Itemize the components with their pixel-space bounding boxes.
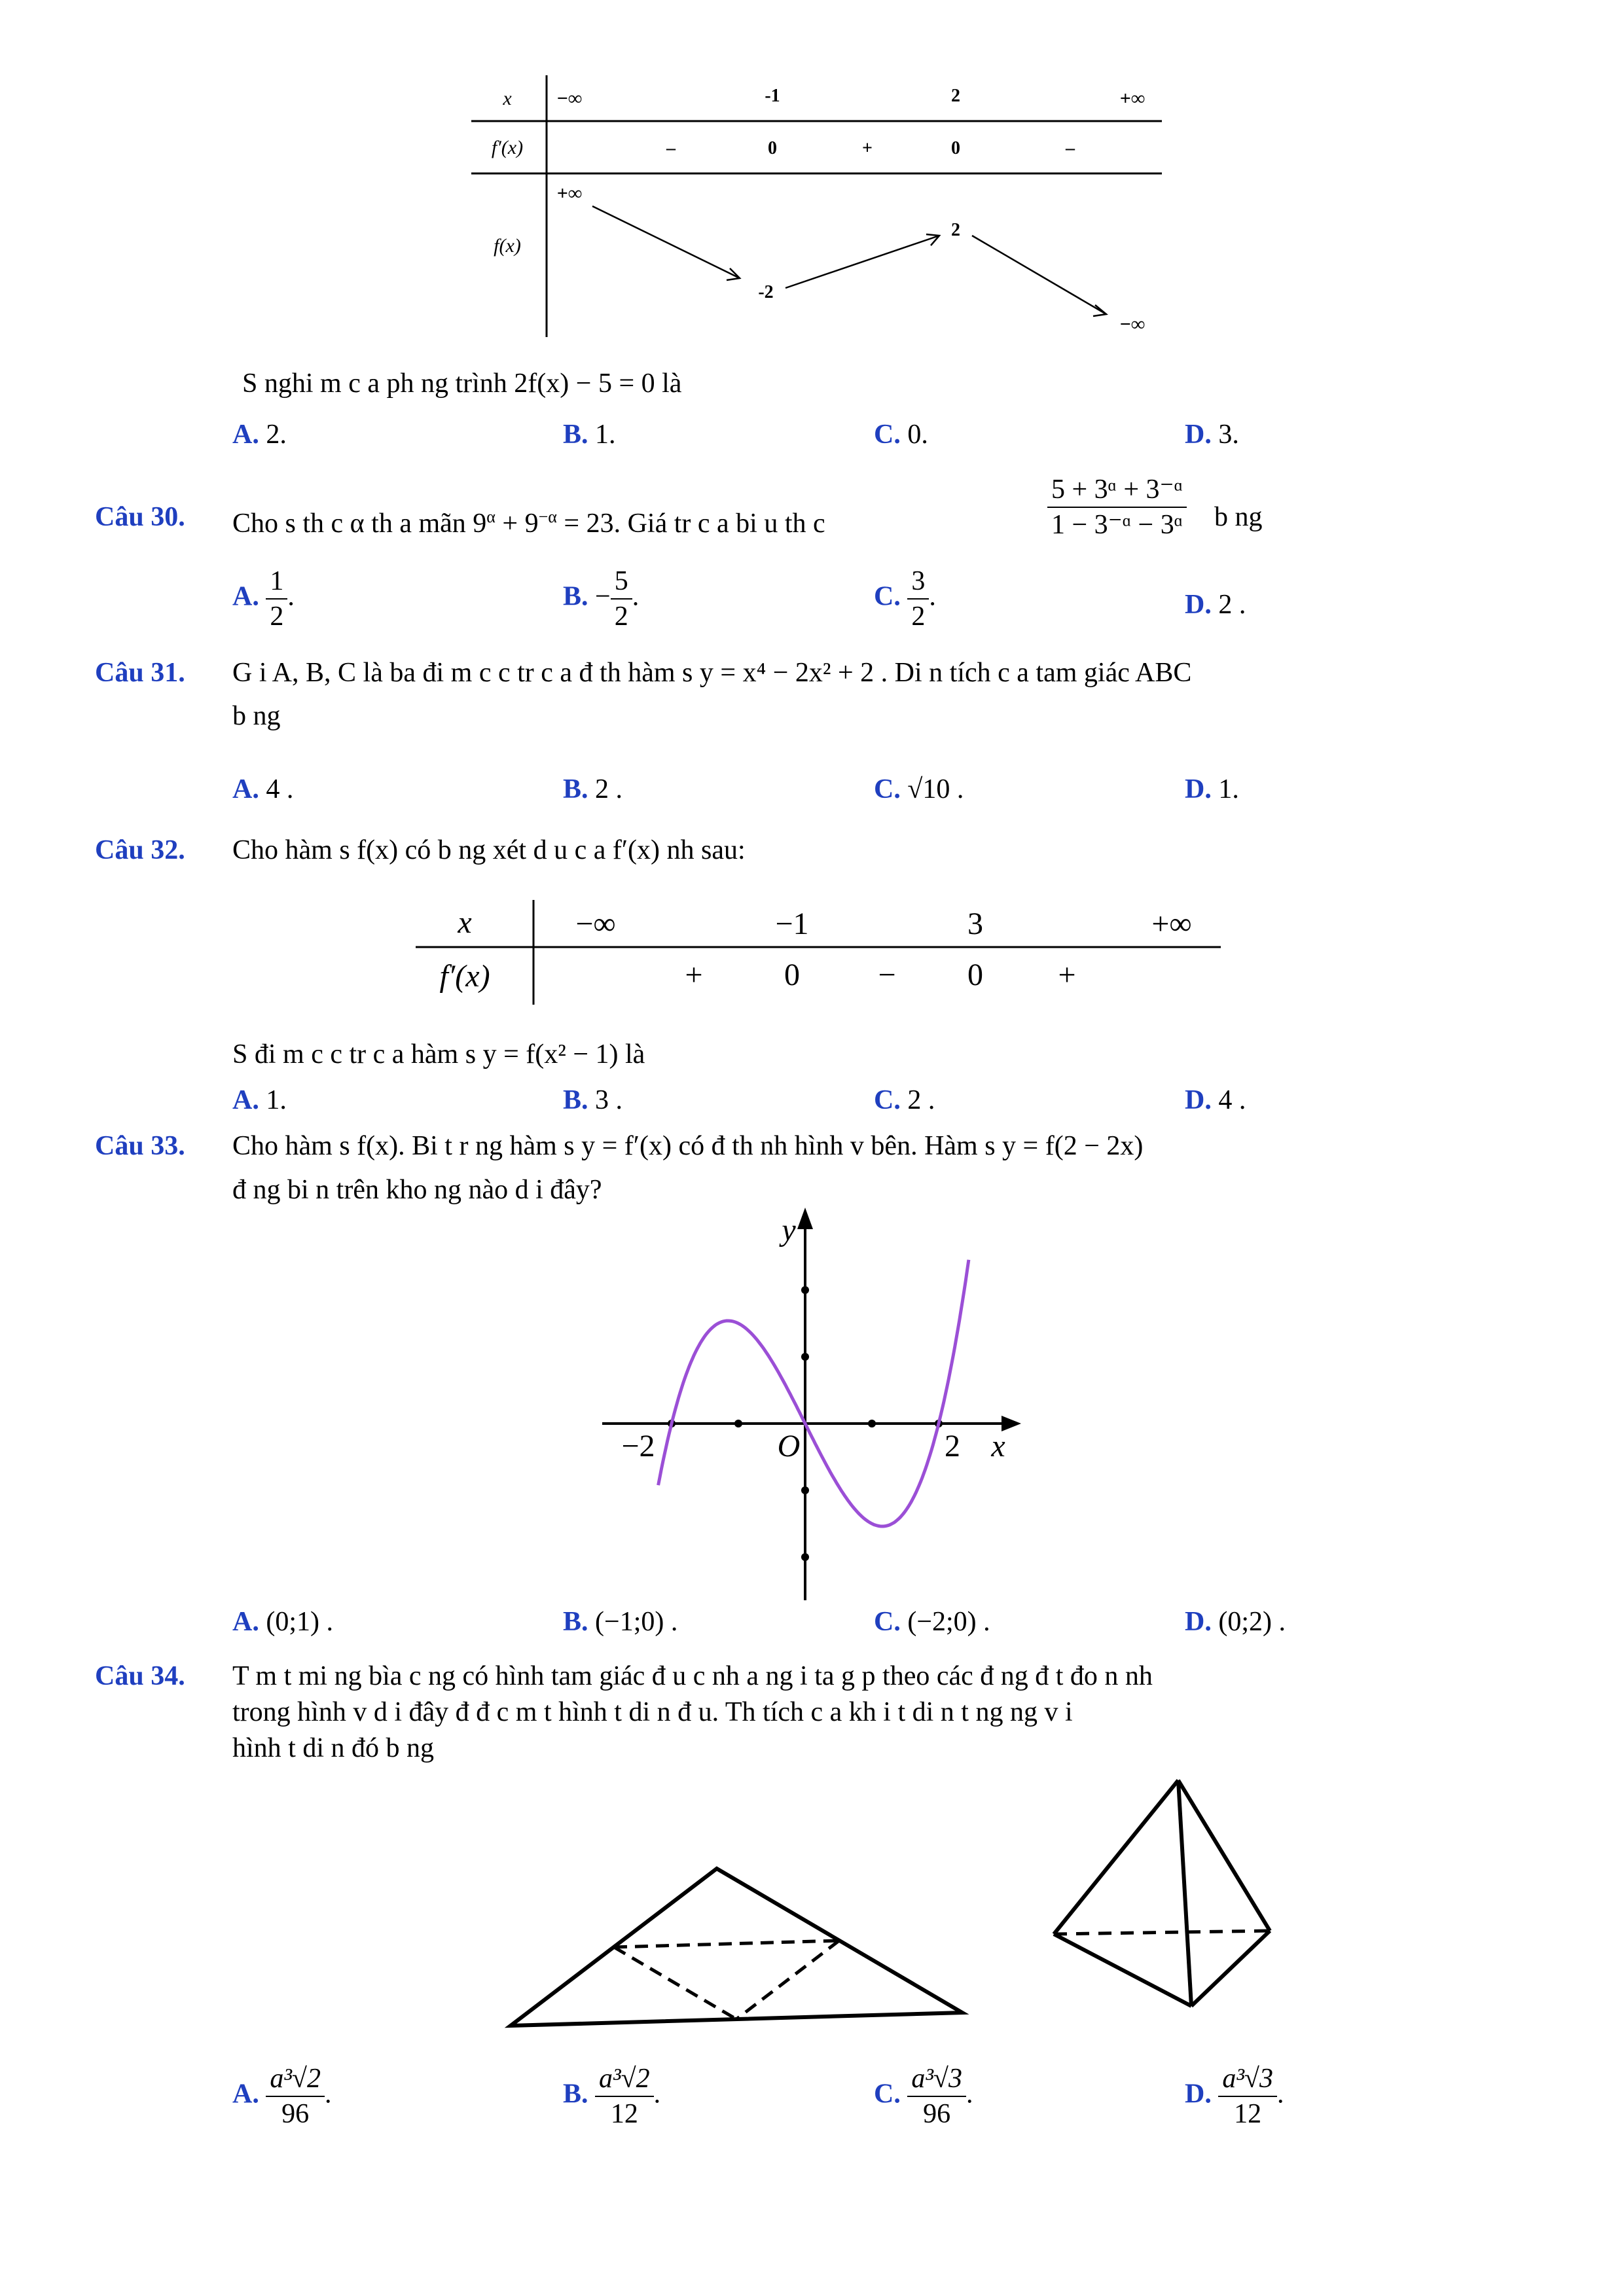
q29-option-d[interactable]: D. 3. (1185, 420, 1239, 450)
q34-option-c[interactable]: C. $\frac{\text{a³√3}}{96}$ . (874, 2062, 973, 2131)
q33-x-label: x (991, 1429, 1005, 1463)
q34-line3: hình t di n đó b ng (232, 1733, 435, 1763)
q33-option-d[interactable]: D. (0;2) . (1185, 1607, 1286, 1637)
q31-line2: b ng (232, 701, 281, 731)
q29-option-c[interactable]: C. 0. (874, 420, 928, 450)
q29-option-b[interactable]: B. 1. (563, 420, 616, 450)
q33-origin-label: O (777, 1429, 801, 1463)
q30-option-d[interactable]: D. 2 . (1185, 590, 1246, 620)
q32-option-a[interactable]: A. 1. (232, 1085, 287, 1115)
q32-option-d[interactable]: D. 4 . (1185, 1085, 1246, 1115)
q29-x-label: x (503, 88, 512, 109)
q32-fp-sign1: + (685, 958, 703, 992)
q32-fp-sign2: − (878, 958, 896, 992)
q34-number: Câu 34. (95, 1661, 185, 1691)
q30-option-b[interactable]: B. − $\frac{5}{2}$ . (563, 564, 639, 634)
q30-fraction: $\frac{\text{5 + 3ᵅ + 3⁻ᵅ}}{\text{1 − 3⁻ᵅ − 3ᵅ}}$ (1047, 473, 1187, 542)
q33-y-label: y (782, 1213, 796, 1247)
q32-fp-label: f′(x) (439, 959, 490, 994)
q29-x-minus1: -1 (765, 86, 780, 106)
q29-fp-sign3: – (1066, 138, 1075, 158)
q33-number: Câu 33. (95, 1131, 185, 1161)
q30-option-a[interactable]: A. $\frac{1}{2}$ . (232, 564, 295, 634)
q34-line1: T m t mi ng bìa c ng có hình tam giác đ u c nh a ng i ta g p theo các đ ng đ t đo n nh (232, 1661, 1153, 1691)
q31-option-b[interactable]: B. 2 . (563, 774, 623, 804)
q29-fp-zero1: 0 (768, 138, 777, 158)
q32-sign-table (412, 897, 1224, 1008)
q33-line2: đ ng bi n trên kho ng nào d i đây? (232, 1175, 602, 1205)
q29-x-neg-inf: −∞ (556, 88, 583, 109)
q32-x-label: x (458, 905, 472, 940)
q31-option-c[interactable]: C. √10 . (874, 774, 964, 804)
q32-option-b[interactable]: B. 3 . (563, 1085, 623, 1115)
q32-fp-sign3: + (1058, 958, 1076, 992)
q34-tetrahedron (1044, 1770, 1286, 2019)
q30-prompt-end: b ng (1214, 502, 1263, 532)
q33-line1: Cho hàm s f(x). Bi t r ng hàm s y = f′(x) có đ th nh hình v bên. Hàm s y = f(2 − 2x) (232, 1131, 1144, 1161)
q32-option-c[interactable]: C. 2 . (874, 1085, 935, 1115)
q33-derivative-graph (589, 1198, 1034, 1604)
q32-number: Câu 32. (95, 835, 185, 865)
q29-x-pos-inf: +∞ (1119, 88, 1146, 109)
q32-x-3: 3 (967, 906, 983, 941)
q34-option-d[interactable]: D. $\frac{\text{a³√3}}{12}$ . (1185, 2062, 1284, 2131)
q30-number: Câu 30. (95, 502, 185, 532)
q29-x-2: 2 (951, 86, 960, 106)
q33-option-c[interactable]: C. (−2;0) . (874, 1607, 990, 1637)
q29-f-neg-inf: −∞ (1119, 314, 1146, 335)
q29-f-minus2: -2 (758, 282, 774, 302)
q32-fp-zero1: 0 (784, 958, 800, 992)
q29-fp-zero2: 0 (951, 138, 960, 158)
q32-fp-zero2: 0 (967, 958, 983, 992)
q30-option-c[interactable]: C. $\frac{3}{2}$ . (874, 564, 936, 634)
q31-line1: G i A, B, C là ba đi m c c tr c a đ th hàm s y = x⁴ − 2x² + 2 . Di n tích c a tam giác ABC (232, 658, 1192, 688)
q34-option-a[interactable]: A. $\frac{\text{a³√2}}{96}$ . (232, 2062, 332, 2131)
q33-tick-2: 2 (945, 1429, 960, 1463)
q34-option-b[interactable]: B. $\frac{\text{a³√2}}{12}$ . (563, 2062, 660, 2131)
q33-curve (659, 1260, 969, 1526)
q30-prompt: Cho s th c α th a mãn $9^\alpha + 9^{-\alpha} = 23$. Giá tr c a bi u th c (232, 507, 825, 539)
q29-f-2: 2 (951, 220, 960, 240)
q29-f-pos-inf: +∞ (556, 183, 583, 204)
q32-x-minus1: −1 (775, 906, 809, 941)
q29-variation-table (458, 72, 1165, 347)
q32-prompt: Cho hàm s f(x) có b ng xét d u c a f′(x) nh sau: (232, 835, 746, 865)
q32-prompt2: S đi m c c tr c a hàm s y = f(x² − 1) là (232, 1039, 645, 1069)
q31-option-a[interactable]: A. 4 . (232, 774, 294, 804)
q29-f-label: f(x) (494, 235, 521, 257)
q29-fp-sign2: + (862, 138, 873, 158)
q32-x-pos-inf: +∞ (1151, 906, 1192, 941)
q29-fp-sign1: – (666, 138, 676, 158)
q32-x-neg-inf: −∞ (575, 906, 616, 941)
q31-number: Câu 31. (95, 658, 185, 688)
q29-prompt: S nghi m c a ph ng trình 2f(x) − 5 = 0 là (242, 368, 682, 399)
q33-option-b[interactable]: B. (−1;0) . (563, 1607, 678, 1637)
q31-option-d[interactable]: D. 1. (1185, 774, 1239, 804)
q34-folded-triangle (497, 1852, 975, 2049)
q29-fp-label: f′(x) (491, 137, 524, 158)
q33-option-a[interactable]: A. (0;1) . (232, 1607, 333, 1637)
q34-line2: trong hình v d i đây đ đ c m t hình t di n đ u. Th tích c a kh i t di n t ng ng v i (232, 1697, 1073, 1727)
q33-tick-neg2: −2 (621, 1429, 655, 1463)
q29-option-a[interactable]: A. 2. (232, 420, 287, 450)
